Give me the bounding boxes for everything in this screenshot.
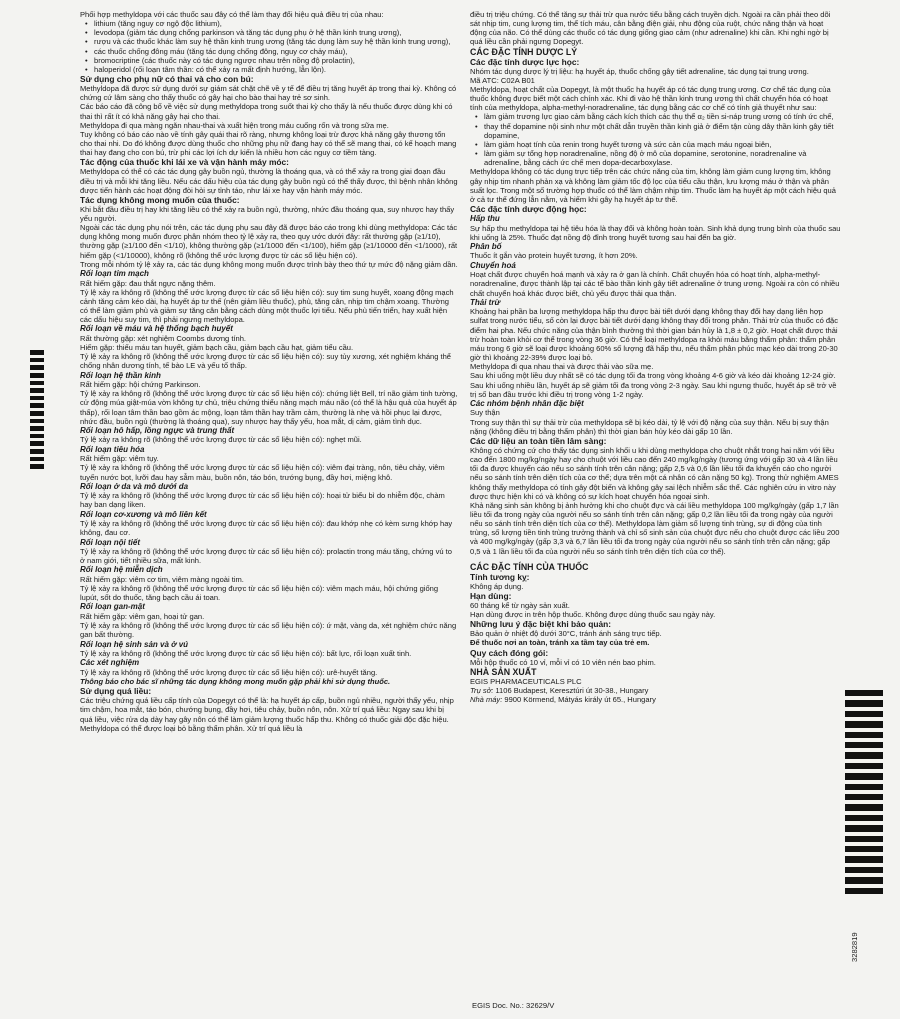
paragraph: 60 tháng kể từ ngày sản xuất. bbox=[470, 600, 570, 610]
paragraph: Rất hiếm gặp: hội chứng Parkinson. bbox=[80, 380, 201, 390]
preclinical-heading: Các dữ liệu an toàn tiền lâm sàng: bbox=[470, 435, 607, 446]
paragraph: Khi bắt đầu điều trị hay khi tăng liều có thể xảy ra buồn ngủ, thường, nhức đầu thoáng qua, suy nhược hay thấy yếu người. bbox=[80, 204, 455, 223]
paragraph: Tuy không có báo cáo nào về tính gây quái thai rõ ràng, nhưng không loại trừ được khả năng gây thương tổn cho thai nhi. Do đó không được dùng thuốc cho những phụ nữ đang hay có thể sẽ mang thai, có kế hoạch mang thai hay đang cho con bú, trừ phi các lợi ích dự kiến là nhiều hơn các nguy cơ tiềm tàng. bbox=[80, 129, 457, 158]
manufacturer-name: EGIS PHARMACEUTICALS PLC bbox=[470, 676, 582, 686]
paragraph: Ngoài các tác dụng phụ nói trên, các tác dụng phụ sau đây đã được báo cáo trong khi dùng methyldopa: Các tác dụng không mong muốn được phân nhóm theo tỷ lệ xảy ra, theo quy ước dưới đây: rất thường gặp (≥1/10), thường gặp (≥1/100 đến <1/10), không thường gặp (≥1/1000 đến <1/100), hiếm gặp (≥1/10000 đến <1/1000), rất hiếm gặp (<1/10000), không rõ (không thể ước lượng được từ các số liệu hiện có). bbox=[80, 223, 458, 260]
paragraph: Bảo quản ở nhiệt độ dưới 30°C, tránh ánh sáng trực tiếp. bbox=[470, 629, 662, 639]
section-heading: Rối loạn hệ thần kinh bbox=[80, 370, 161, 380]
paragraph: Rất hiếm gặp: viêm tụy. bbox=[80, 454, 159, 464]
paragraph: Rất hiếm gặp: viêm cơ tim, viêm màng ngoài tim. bbox=[80, 575, 244, 584]
pharmacology-heading: CÁC ĐẶC TÍNH DƯỢC LÝ bbox=[470, 46, 578, 57]
list-item: • rượu và các thuốc khác làm suy hệ thần kinh trung ương (tăng tác dụng làm suy hệ thần kinh trung ương), bbox=[94, 37, 458, 46]
paragraph: Không áp dụng. bbox=[470, 581, 524, 591]
paragraph: điều trị triệu chứng. Có thể tăng sự thải trừ qua nước tiểu bằng cách truyền dịch. Ngoài ra cần phải theo dõi sát nhịp tim, cung lượng tim, thể tích máu, cân bằng điện giải, nhu động của ruột, chức năng thận và hoạt động của não. Có thể dùng các thuốc có tác dụng giống giao cảm (như adrenaline) khi cần. Khi nghi ngờ bị quá liều cần phải ngưng Dopegyt. bbox=[470, 10, 831, 47]
paragraph: Tỷ lệ xảy ra không rõ (không thể ước lượng được từ các số liệu hiện có): bất lực, rối loạn xuất tinh. bbox=[80, 649, 412, 659]
paragraph: Tỷ lệ xảy ra không rõ (không thể ước lượng được từ các số liệu hiện có): urê-huyết tăng. bbox=[80, 667, 378, 677]
paragraph: Tỷ lệ xảy ra không rõ (không thể ước lượng được từ các số liệu hiện có): ứ mật, vàng da, xét nghiệm chức năng gan bất thường. bbox=[80, 621, 457, 640]
section-heading: Thải trừ bbox=[470, 297, 501, 307]
interactions-intro: Phối hợp methyldopa với các thuốc sau đây có thể làm thay đổi hiệu quả điều trị của nhau: bbox=[80, 10, 384, 19]
pregnancy-heading: Sử dụng cho phụ nữ có thai và cho con bú: bbox=[80, 74, 254, 85]
right-column bbox=[470, 10, 842, 704]
section-heading: Rối loạn gan-mật bbox=[80, 602, 145, 612]
overdose-heading: Sử dụng quá liều: bbox=[80, 686, 152, 697]
paragraph: Tỷ lệ xảy ra không rõ (không thể ước lượng được từ các số liệu hiện có): viêm đại tràng, nôn, tiêu chảy, viêm tuyến nước bọt, lưỡi đau hay sẫm màu, buồn nôn, táo bón, trướng bụng, đầy hơi, miệng khô. bbox=[80, 463, 445, 482]
manufacturer-plant bbox=[470, 695, 842, 704]
section-heading: Rối loạn cơ-xương và mô liên kết bbox=[80, 509, 207, 519]
paragraph: Tỷ lệ xảy ra không rõ (không thể ước lượng được từ các số liệu hiện có): hoại tử biểu bì do nhiễm độc, chàm hay ban dạng liken. bbox=[80, 491, 445, 510]
pharmacodynamics-heading: Các đặc tính dược lực học: bbox=[470, 56, 580, 67]
hq-label: Trụ sở: bbox=[470, 685, 494, 695]
paragraph: Rất thường gặp: xét nghiệm Coombs dương tính. bbox=[80, 333, 246, 343]
paragraph: Rất hiếm gặp: viêm gan, hoại tử gan. bbox=[80, 612, 205, 622]
incompatibility-heading: Tính tương kỵ: bbox=[470, 571, 530, 582]
document-number: EGIS Doc. No.: 32629/V bbox=[472, 1001, 555, 1010]
section-heading: Phân bố bbox=[470, 241, 502, 251]
right-barcode bbox=[845, 690, 883, 905]
paragraph: Tỷ lệ xảy ra không rõ (không thể ước lượng được từ các số liệu hiện có): viêm mạch máu, hội chứng giống lupút, sốt do thuốc, tăng bạch cầu ái toan. bbox=[80, 584, 439, 603]
manufacturer-heading: NHÀ SẢN XUẤT bbox=[470, 666, 537, 677]
paragraph: Tỷ lệ xảy ra không rõ (không thể ước lượng được từ các số liệu hiện có): đau khớp nhẹ có kèm sưng khớp hay không, đau cơ. bbox=[80, 519, 453, 538]
shelf-life-heading: Hạn dùng: bbox=[470, 590, 512, 601]
paragraph: Tỷ lệ xảy ra không rõ (không thể ước lượng được từ các số liệu hiện có): prolactin trong máu tăng, chứng vú to ở nam giới, tiết nhiều sữa, mất kinh. bbox=[80, 547, 452, 566]
section-heading: Hấp thu bbox=[470, 213, 500, 223]
paragraph: Trong suy thận thì sự thải trừ của methyldopa sẽ bị kéo dài, tỷ lệ với độ nặng của suy thận. Nếu bị suy thận nặng (không điều trị bằng thẩm phân) thì thời gian bán hủy kéo dài gấp 10 lần. bbox=[470, 417, 829, 436]
paragraph: Nhóm tác dụng dược lý trị liệu: hạ huyết áp, thuốc chống gây tiết adrenaline, tác dụng tại trung ương. bbox=[470, 66, 809, 76]
paragraph: Methyldopa đã được sử dụng dưới sự giám sát chặt chẽ về y tế để điều trị tăng huyết áp trong thai kỳ. Không có chứng cứ lâm sàng cho thấy thuốc có gây hại cho bào thai hay trẻ sơ sinh. bbox=[80, 84, 457, 103]
paragraph: Các triệu chứng quá liều cấp tính của Dopegyt có thể là: hạ huyết áp cấp, buồn ngủ nhiều, người thấy yếu, nhịp tim chậm, hoa mắt, táo bón, chướng bụng, đầy hơi, tiêu chảy, buồn nôn, nôn. Xử trí quá liều: Ngay sau khi bị quá liều, việc rửa dạ dày hay gây nôn có thể làm giảm lượng thuốc hấp thu. Không có thuốc giải độc đặc hiệu. Methyldopa có thể được loại bỏ bằng thẩm phân. Xử trí quá liều là bbox=[80, 696, 454, 733]
paragraph: Tỷ lệ xảy ra không rõ (không thể ước lượng được từ các số liệu hiện có): chứng liệt Bell, trí não giảm tinh tường, cử động múa giật-múa vờn không tự chủ, triệu chứng thiểu năng mạch máu não (có thể là hậu quả của huyết áp thấp), rối loạn tâm thần bao gồm ác mộng, loạn tâm thần hay trầm cảm, thường là nhẹ và hồi phục lại được, nhức đầu, buồn ngủ (thường là thoáng qua), suy nhược hay thấy yếu, hoa mắt, dị cảm, giảm tình dục. bbox=[80, 389, 458, 426]
paragraph: Tỷ lệ xảy ra không rõ (không thể ước lượng được từ các số liệu hiện có): suy tủy xương, xét nghiệm kháng thể chống nhân dương tính, tế bào LE và yếu tố thấp. bbox=[80, 352, 452, 371]
paragraph: Hiếm gặp: thiếu máu tan huyết, giảm bạch cầu, giảm bạch cầu hạt, giảm tiểu cầu. bbox=[80, 343, 354, 353]
section-heading: Rối loạn về máu và hệ thống bạch huyết bbox=[80, 324, 233, 334]
storage-warning: Để thuốc nơi an toàn, tránh xa tầm tay của trẻ em. bbox=[470, 638, 650, 648]
list-item: • lithium (tăng nguy cơ ngộ độc lithium), bbox=[94, 19, 458, 28]
section-heading: Rối loạn hệ sinh sản và ở vú bbox=[80, 639, 189, 649]
section-heading: Rối loạn nội tiết bbox=[80, 537, 140, 547]
paragraph: Trong mỗi nhóm tỷ lệ xảy ra, các tác dụng không mong muốn được trình bày theo thứ tự mức độ nặng giảm dần. bbox=[80, 259, 458, 269]
list-item: • các thuốc chống đông máu (tăng tác dụng chống đông, nguy cơ chảy máu), bbox=[94, 47, 458, 56]
paragraph: Suy thận bbox=[470, 408, 500, 418]
left-barcode bbox=[30, 350, 44, 485]
paragraph: Methyldopa đi qua nhau thai và được thải vào sữa mẹ. bbox=[470, 362, 654, 372]
list-item: • thay thế dopamine nội sinh như một chất dẫn truyền thần kinh giả ở điểm tận cùng dây thần kinh gây tiết dopamine, bbox=[484, 122, 842, 140]
pharmaceutical-heading: CÁC ĐẶC TÍNH CỦA THUỐC bbox=[470, 561, 589, 572]
paragraph: Mỗi hộp thuốc có 10 vỉ, mỗi vỉ có 10 viên nén bao phim. bbox=[470, 657, 656, 667]
section-heading: Rối loạn tiêu hóa bbox=[80, 444, 145, 454]
section-heading: Chuyển hoá bbox=[470, 260, 516, 270]
list-item: • làm giảm sự tổng hợp noradrenaline, nồng độ ở mô của dopamine, serotonine, noradrenaline và adrenaline, bằng cách ức chế men dopa-decarboxylase. bbox=[484, 149, 842, 167]
plant-label: Nhà máy: bbox=[470, 695, 503, 705]
adverse-heading: Tác dụng không mong muốn của thuốc: bbox=[80, 194, 240, 205]
paragraph: Tỷ lệ xảy ra không rõ (không thể ước lượng được từ các số liệu hiện có): nghẹt mũi. bbox=[80, 435, 362, 445]
section-heading: Các nhóm bệnh nhân đặc biệt bbox=[470, 398, 584, 408]
paragraph: Sau khi uống một liều duy nhất sẽ có tác dụng tối đa trong vòng khoảng 4-6 giờ và kéo dài khoảng 12-24 giờ. Sau khi uống nhiều lần, huyết áp sẽ giảm tối đa trong vòng 2-3 ngày. Sau khi ngưng thuốc, huyết áp sẽ trở về trị số ban đầu trước khi điều trị trong vòng 1-2 ngày. bbox=[470, 371, 837, 399]
paragraph: Khoảng hai phần ba lượng methyldopa hấp thu được bài tiết dưới dạng không thay đổi hay dạng liên hợp sulfat trong nước tiểu, số còn lại được bài tiết dưới dạng không thay đổi trong phân. Thải trừ của thuốc có đặc điểm hai pha. Nếu chức năng của thận bình thường thì thời gian bán hủy là 1,8 ± 0,2 giờ. Hoạt chất được thải trừ hoàn toàn khỏi cơ thể trong vòng 36 giờ. Có thể loại methyldopa ra khỏi máu bằng thẩm phân: thẩm phân máu trong 6 giờ sẽ loại được khoảng 60% số lượng đã hấp thu, nếu thẩm phân phúc mạc kéo dài trong 20-30 giờ thì khoảng 22-39% được loại bỏ. bbox=[470, 307, 839, 363]
manufacturer-hq bbox=[470, 686, 842, 695]
section-heading: Rối loạn hệ miễn dịch bbox=[80, 565, 163, 575]
packaging-heading: Quy cách đóng gói: bbox=[470, 647, 549, 658]
paragraph: Không có chứng cứ cho thấy tác dụng sinh khối u khi dùng methyldopa cho chuột nhắt trong hai năm với liều cao đến 1800 mg/kg/ngày hay cho chuột với liều cao đến 240 mg/kg/ngày (tương ứng với gấp 30 và 4 lần liều tối đa được khuyến cáo nếu so sánh tính trên cân nặng; gấp 2,5 và 0,6 lần liều tối đa khuyến cáo cho người nếu so sánh tính trên diện tích của cơ thể; dựa trên một cá nhân có cân nặng 50 kg). Trong thử nghiệm AMES không thấy methyldopa có tính gây đột biến và không gây sai lệch nhiễm sắc thể. Các nghiên cứu in vitro này được thực hiện khi có và không có sự kích hoạt chuyển hóa ngoại sinh. bbox=[470, 445, 839, 501]
paragraph: Sự hấp thu methyldopa tại hệ tiêu hóa là thay đổi và không hoàn toàn. Sinh khả dụng trung bình của thuốc sau khi uống là 25%. Thuốc đạt nồng độ đỉnh trong huyết tương sau hai đến ba giờ. bbox=[470, 223, 841, 242]
section-heading: Rối loạn hô hấp, lồng ngực và trung thất bbox=[80, 425, 235, 435]
left-column bbox=[80, 10, 458, 733]
vertical-code: 3282819 bbox=[850, 932, 859, 962]
interactions-list bbox=[80, 19, 458, 74]
paragraph: Khả năng sinh sản không bị ảnh hưởng khi cho chuột đực và cái liều methyldopa 100 mg/kg/ngày (gấp 1,7 lần liều tối đa trong ngày của người nếu so sánh tính trên cân nặng; gấp 0,2 lần liều tối đa trong ngày của người nếu so sánh tính trên diện tích của cơ thể). Methyldopa làm giảm số lượng tinh trùng, sự di động của tinh trùng, số lượng tiền tinh trùng trưởng thành và chỉ số sinh sản của chuột đực nếu cho chuột được các liều 200 và 400 mg/kg/ngày (gấp 3,3 và 6,7 lần liều tối đa trong ngày của người nếu so sánh tính trên cân nặng; gấp 0,5 và 1 lần liều tối đa của người nếu so sánh tính trên diện tích của cơ thể). bbox=[470, 500, 840, 556]
hq-address: 1106 Budapest, Keresztúri út 30-38., Hungary bbox=[495, 685, 649, 695]
plant-address: 9900 Körmend, Mátyás király út 65., Hungary bbox=[504, 695, 656, 705]
mechanism-list bbox=[470, 112, 842, 167]
list-item: • làm giảm trương lực giao cảm bằng cách kích thích các thụ thể α₂ tiền si-náp trung ương có tính ức chế, bbox=[484, 112, 842, 121]
atc-code: Mã ATC: C02A B01 bbox=[470, 75, 535, 85]
driving-heading: Tác động của thuốc khi lái xe và vận hành máy móc: bbox=[80, 157, 289, 168]
list-item: • levodopa (giảm tác dụng chống parkinson và tăng tác dụng phụ ở hệ thần kinh trung ương), bbox=[94, 28, 458, 37]
paragraph: Hoạt chất được chuyển hoá mạnh và xảy ra ở gan là chính. Chất chuyển hóa có hoạt tính, alpha-methyl-noradrenaline, được thành lập tại các tế bào thần kinh gây tiết adrenaline ở trung ương. Ngoài ra còn có nhiều chất chuyển hoá khác được biết, chủ yếu được thải qua thận. bbox=[470, 270, 840, 298]
section-heading: Các xét nghiệm bbox=[80, 658, 140, 668]
paragraph: Các báo cáo đã công bố về việc sử dụng methyldopa trong suốt thai kỳ cho thấy là nếu thuốc được dùng khi có thai thì rất ít có khả năng gây hại cho thai. bbox=[80, 102, 453, 121]
paragraph: Methyldopa đi qua màng ngăn nhau-thai và xuất hiện trong máu cuống rốn và trong sữa mẹ. bbox=[80, 120, 389, 130]
paragraph: Thuốc ít gắn vào protein huyết tương, ít hơn 20%. bbox=[470, 251, 638, 261]
pharmacokinetics-heading: Các đặc tính dược động học: bbox=[470, 203, 587, 214]
report-notice: Thông báo cho bác sĩ những tác dụng không mong muốn gặp phải khi sử dụng thuốc. bbox=[80, 677, 391, 687]
paragraph: Tỷ lệ xảy ra không rõ (không thể ước lượng được từ các số liệu hiện có): suy tim sung huyết, xoang động mạch cảnh tăng cảm kéo dài, hạ huyết áp tư thế (nên giảm liều thuốc), phù, tăng cân, nhịp tim chậm xoang. Thường có thể làm giảm phù và giảm sự tăng cân bằng cách dùng một thuốc lợi tiểu. Nếu phù tiến triển, hay xuất hiện các dấu hiệu suy tim, thì phải ngưng methyldopa. bbox=[80, 287, 454, 325]
list-item: • bromocriptine (các thuốc này có tác dụng ngược nhau trên nồng độ prolactin), bbox=[94, 56, 458, 65]
paragraph: Methyldopa có thể có các tác dụng gây buồn ngủ, thường là thoáng qua, và có thể xảy ra trong giai đoạn đầu điều trị và mỗi khi tăng liều. Nếu các dấu hiệu của tác dụng gây buồn ngủ có thể thấy được, thì bệnh nhân không được tiến hành các hoạt động đòi hỏi sự tỉnh táo, như lái xe hay vận hành máy móc. bbox=[80, 167, 458, 195]
storage-heading: Những lưu ý đặc biệt khi bảo quản: bbox=[470, 619, 612, 630]
paragraph: Hạn dùng được in trên hộp thuốc. Không được dùng thuốc sau ngày này. bbox=[470, 610, 716, 620]
section-heading: Rối loạn ở da và mô dưới da bbox=[80, 481, 189, 491]
paragraph: Methyldopa không có tác dụng trực tiếp trên các chức năng của tim, không làm giảm cung lượng tim, không gây nhịp tim nhanh phản xạ và không làm giảm tốc độ lọc của tiểu cầu thận, lưu lượng máu ở thận và phân suất lọc. Trong một số trường hợp thuốc có thể làm chậm nhịp tim. Thuốc làm hạ huyết áp một cách hiệu quả ở cả tư thế đứng lẫn nằm, và hiếm khi gây hạ huyết áp tư thế. bbox=[470, 167, 836, 204]
paragraph: Methyldopa, hoạt chất của Dopegyt, là một thuốc hạ huyết áp có tác dụng trung ương. Cơ chế tác dụng của thuốc không được biết một cách chính xác. Khi đi vào hệ thần kinh trung ương thì chất chuyển hóa có hoạt tính của methyldopa, alpha-methyl-noradrenaline, tác dụng bằng các cơ chế có tính giả thuyết như sau: bbox=[470, 84, 831, 113]
list-item: • haloperidol (rối loạn tâm thần: có thể xảy ra mất định hướng, lẫn lộn). bbox=[94, 65, 458, 74]
section-heading: Rối loạn tim mạch bbox=[80, 268, 149, 278]
list-item: • làm giảm hoạt tính của renin trong huyết tương và sức cản của mạch máu ngoại biên, bbox=[484, 140, 842, 149]
paragraph: Rất hiếm gặp: đau thắt ngực nặng thêm. bbox=[80, 278, 216, 288]
